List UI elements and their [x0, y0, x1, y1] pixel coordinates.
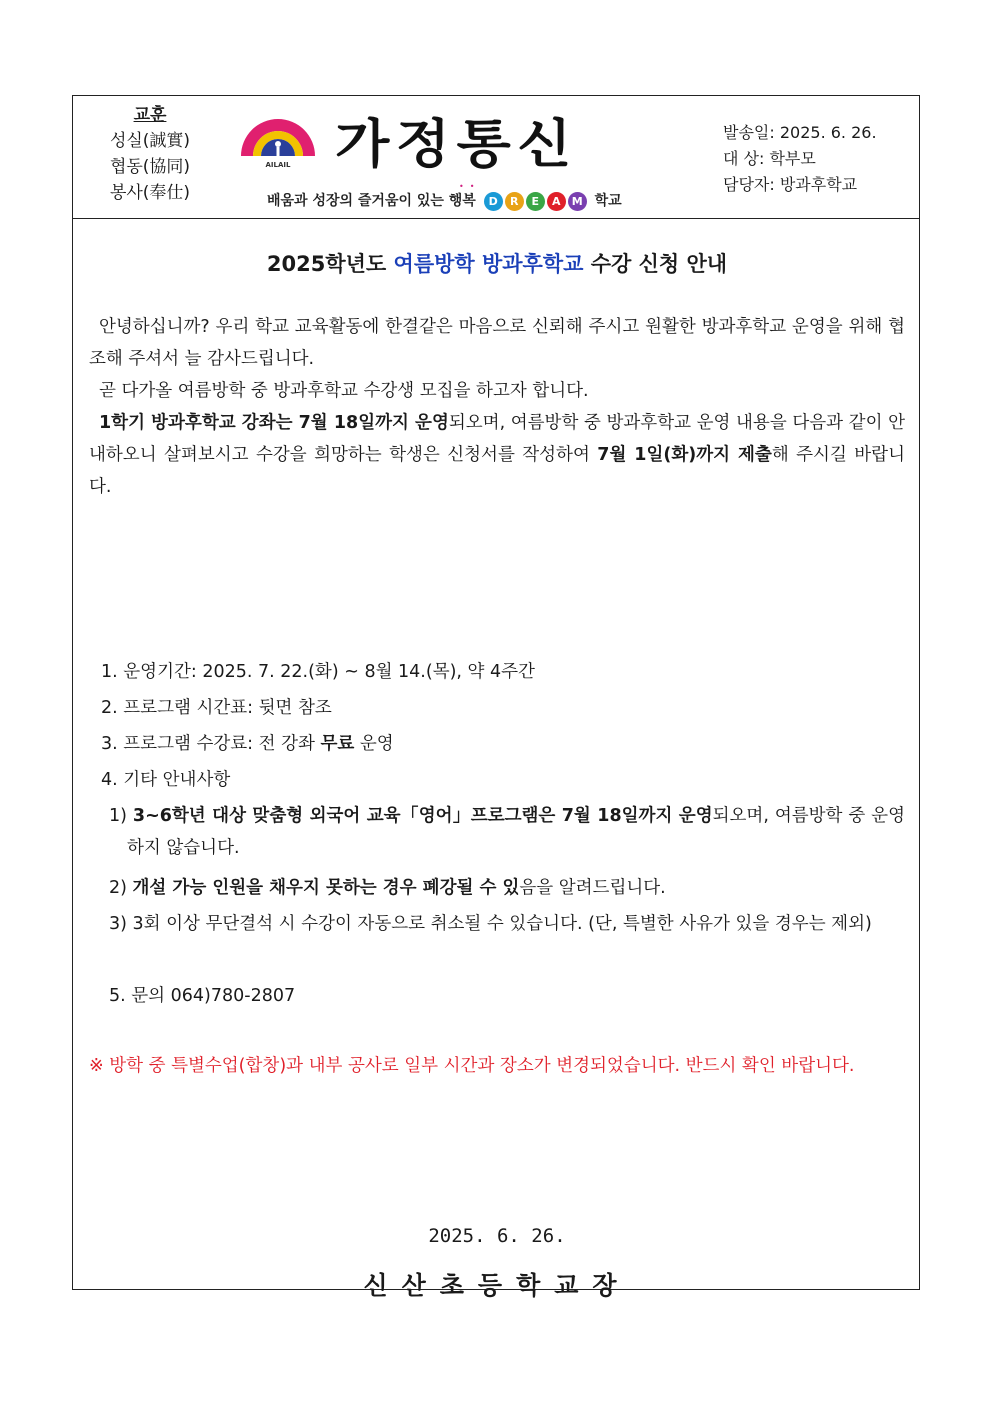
motto-item: 협동(協同): [109, 157, 191, 177]
dream-ball-d: D: [484, 192, 503, 211]
motto-item: 봉사(奉仕): [109, 183, 191, 203]
item-3-pre: 3. 프로그램 수강료: 전 강좌: [101, 734, 321, 754]
logo-text: AILAIL: [265, 161, 291, 169]
intro-line-3: [89, 407, 905, 503]
motto-title: 교훈: [133, 105, 167, 125]
notice: [89, 1050, 905, 1082]
dream-ball-m: M: [568, 192, 587, 211]
document-title: [89, 248, 905, 278]
contact-person: 담당자: 방과후학교: [723, 175, 858, 194]
issue-meta: [723, 120, 877, 198]
slogan-text: 배움과 성장의 즐거움이 있는 행복: [267, 193, 476, 209]
intro-line-1: 안녕하십니까? 우리 학교 교육활동에 한결같은 마음으로 신뢰해 주시고 원활한 방과후학교 운영을 위해 협조해 주셔서 늘 감사드립니다.: [89, 317, 905, 369]
motto-item: 성실(誠實): [109, 131, 191, 151]
sub-2-bold: 개설 가능 인원을 채우지 못하는 경우 폐강될 수 있: [132, 878, 520, 898]
sub-2-rest: 음을 알려드립니다.: [519, 878, 666, 898]
item-3: [101, 728, 394, 760]
dream-balls: [484, 192, 587, 211]
sub-1-num: 1): [109, 806, 133, 826]
newsletter-title-wrap: [335, 110, 645, 180]
item-3-bold: 무료: [320, 734, 355, 754]
school-motto: [91, 102, 209, 206]
sub-2-num: 2): [109, 878, 133, 898]
intro-bold-1: 1학기 방과후학교 강좌는 7월 18일까지 운영: [99, 413, 449, 433]
sub-1-rest: 되오며, 여름방학 중 운영하지 않습니다.: [127, 806, 905, 858]
issue-date: 발송일: 2025. 6. 26.: [723, 123, 877, 142]
slogan-end: 학교: [594, 193, 622, 209]
item-3-post: 운영: [354, 734, 394, 754]
sub-item-1: [109, 800, 905, 864]
intro-paragraph: [89, 311, 905, 503]
sub-3-text: 3) 3회 이상 무단결석 시 수강이 자동으로 취소될 수 있습니다. (단, 특별한 사유가 있을 경우는 제외): [109, 914, 872, 934]
newsletter-title: 가정통신: [335, 115, 578, 175]
document-frame: [72, 95, 920, 1300]
item-4: 4. 기타 안내사항: [101, 770, 231, 790]
dream-ball-e: E: [526, 192, 545, 211]
intro-end: 해 주시길 바랍니다.: [89, 445, 905, 497]
school-logo: [237, 110, 319, 170]
item-5: 5. 문의 064)780-2807: [109, 986, 296, 1006]
dream-ball-r: R: [505, 192, 524, 211]
sub-1-bold: 3~6학년 대상 맞춤형 외국어 교육「영어」프로그램은 7월 18일까지 운영: [132, 806, 713, 826]
newsletter-header: [73, 96, 919, 219]
intro-line-2: 곧 다가올 여름방학 중 방과후학교 수강생 모집을 하고자 합니다.: [99, 381, 589, 401]
item-2: 2. 프로그램 시간표: 뒷면 참조: [101, 698, 332, 718]
sub-item-2: [109, 872, 666, 904]
intro-mid: 되오며, 여름방학 중 방과후학교 운영 내용을 다음과 같이 안내하오니 살펴보시고 수강을 희망하는 학생은 신청서를 작성하여: [89, 413, 905, 465]
audience: 대 상: 학부모: [723, 149, 816, 168]
item-1: 1. 운영기간: 2025. 7. 22.(화) ~ 8월 14.(목), 약 4주간: [101, 662, 535, 682]
document-date: 2025. 6. 26.: [428, 1225, 566, 1247]
school-slogan: [267, 190, 622, 211]
intro-bold-2: 7월 1일(화)까지 제출: [597, 445, 772, 465]
dream-ball-a: A: [547, 192, 566, 211]
title-highlight: 여름방학 방과후학교: [393, 252, 584, 276]
notice-text: ※ 방학 중 특별수업(합창)과 내부 공사로 일부 시간과 장소가 변경되었습니다. 반드시 확인 바랍니다.: [89, 1056, 855, 1076]
title-suffix: 수강 신청 안내: [583, 252, 728, 276]
principal-signature: 신산초등학교장: [363, 1271, 631, 1300]
title-prefix: 2025학년도: [266, 252, 394, 276]
sub-item-3: [109, 908, 905, 940]
emphasis-dots: ••: [459, 182, 481, 191]
